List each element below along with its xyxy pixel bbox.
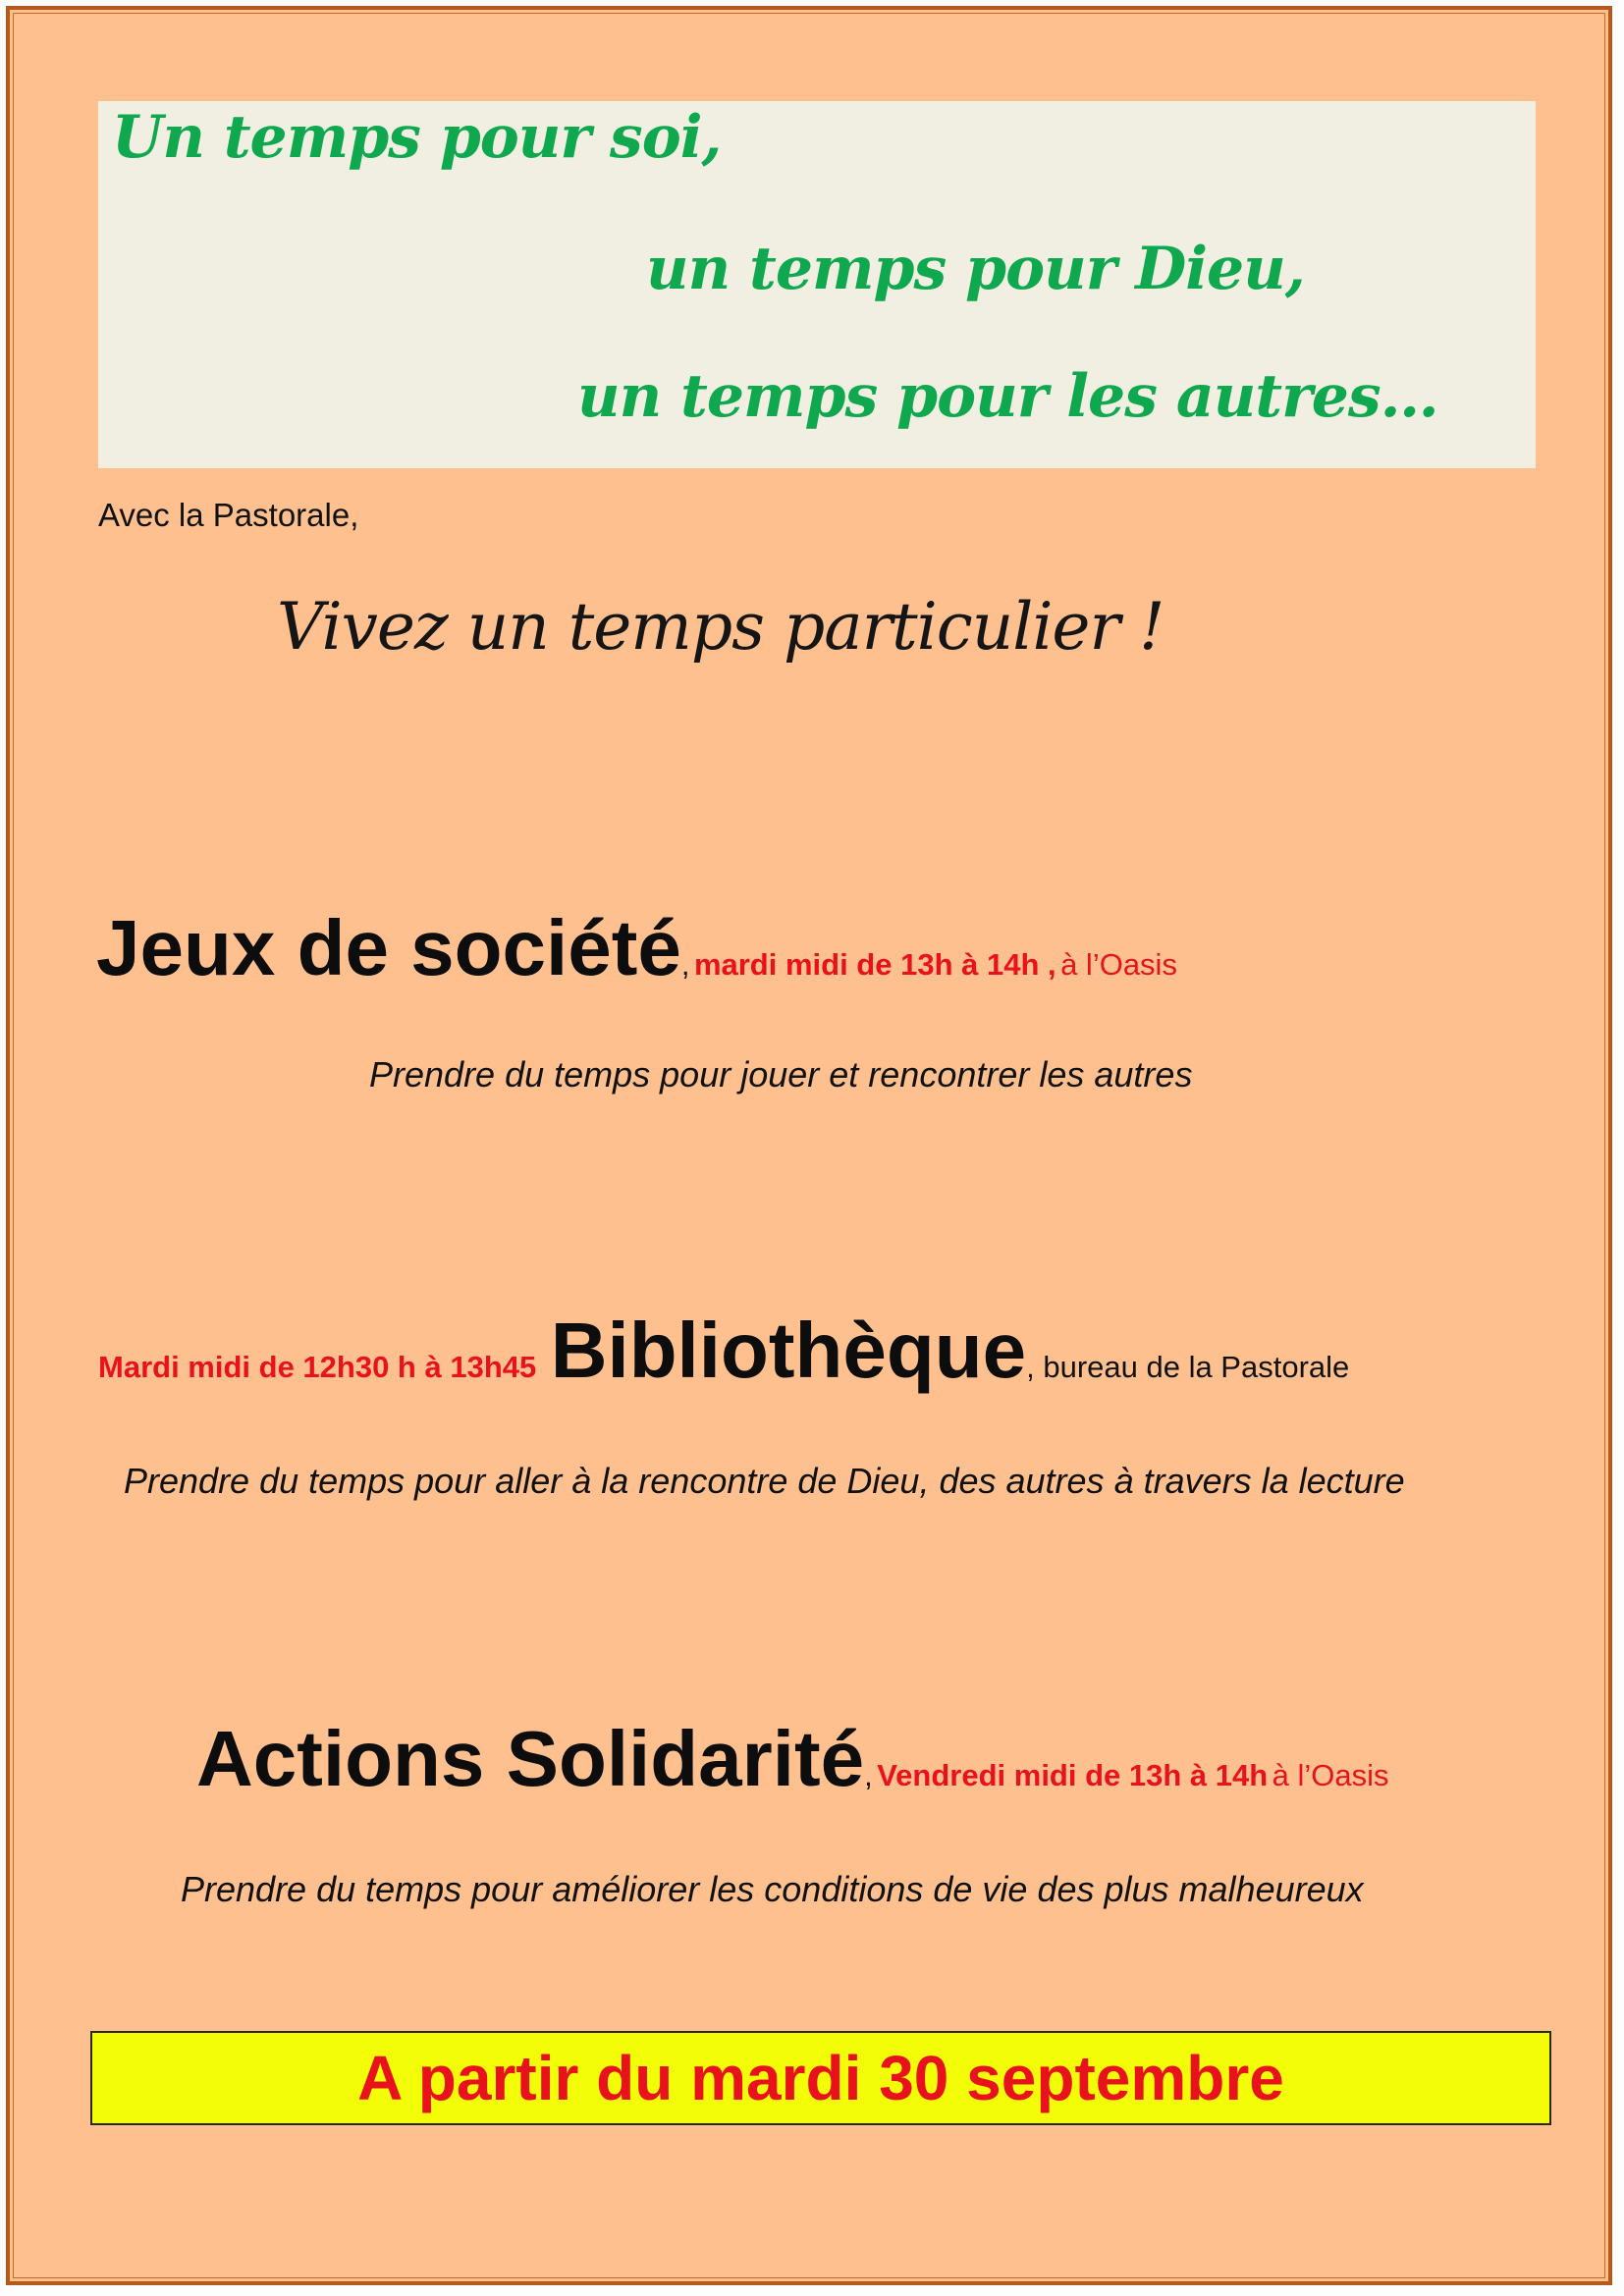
activity-library-title: Bibliothèque	[550, 1307, 1027, 1394]
activity-games-sep: ,	[680, 947, 690, 982]
activity-solidarity-sep: ,	[864, 1758, 873, 1792]
activity-games-description: Prendre du temps pour jouer et rencontrer les autres	[369, 1054, 1193, 1095]
poster-page	[6, 6, 1612, 2285]
activity-solidarity-line	[196, 1714, 1389, 1804]
activity-games-time: mardi midi de 13h à 14h ,	[693, 947, 1056, 982]
motto-line-1: Un temps pour soi,	[112, 103, 722, 172]
motto-box	[98, 101, 1536, 468]
start-date-text: A partir du mardi 30 septembre	[357, 2043, 1284, 2113]
motto-line-2: un temps pour Dieu,	[646, 235, 1305, 303]
activity-library-place: , bureau de la Pastorale	[1026, 1350, 1350, 1384]
intro-text: Avec la Pastorale,	[98, 497, 359, 533]
activity-solidarity-description: Prendre du temps pour améliorer les conditions de vie des plus malheureux	[181, 1869, 1364, 1909]
headline: Vivez un temps particulier !	[277, 589, 1164, 665]
activity-solidarity-title: Actions Solidarité	[196, 1715, 865, 1802]
activity-games-title: Jeux de société	[96, 904, 681, 991]
activity-library-line	[98, 1306, 1349, 1396]
activity-library-description: Prendre du temps pour aller à la rencontre de Dieu, des autres à travers la lecture	[124, 1461, 1405, 1501]
activity-games-line	[96, 903, 1177, 993]
motto-line-3: un temps pour les autres…	[577, 362, 1438, 431]
activity-library-time: Mardi midi de 12h30 h à 13h45	[98, 1350, 537, 1384]
activity-solidarity-place: à l’Oasis	[1272, 1758, 1389, 1792]
start-date-banner	[90, 2031, 1551, 2125]
activity-solidarity-time: Vendredi midi de 13h à 14h	[877, 1758, 1269, 1792]
activity-games-place: à l’Oasis	[1060, 947, 1177, 982]
